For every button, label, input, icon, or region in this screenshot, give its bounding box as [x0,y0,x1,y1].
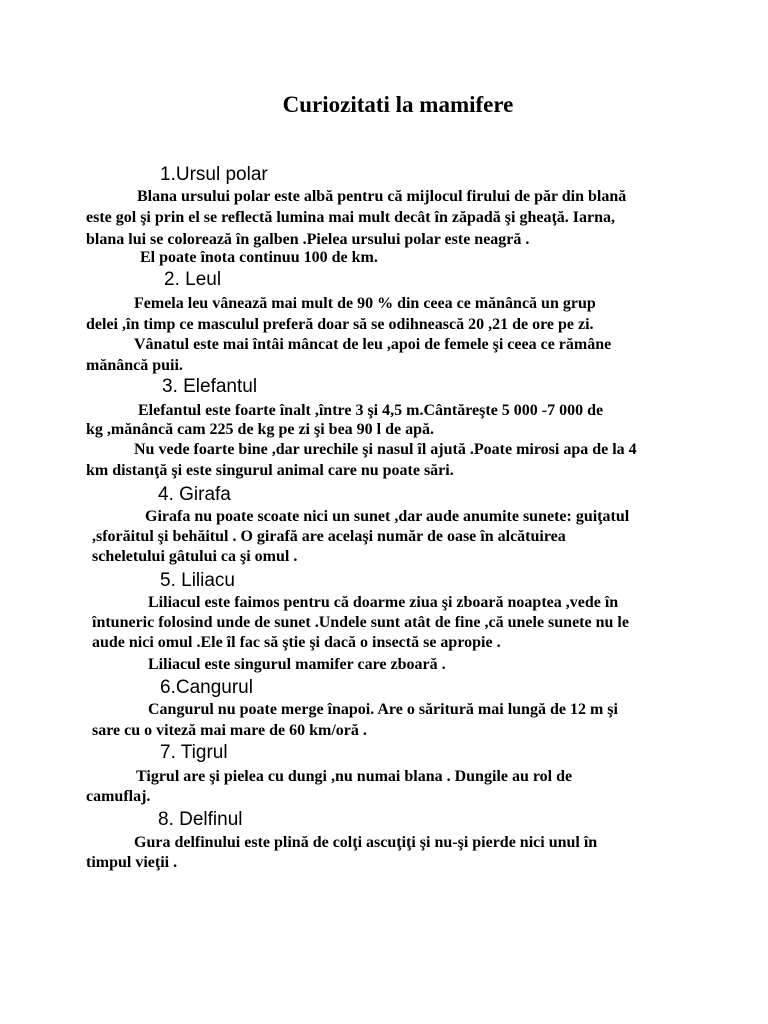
section-line: Cangurul nu poate merge înapoi. Are o săritură mai lungă de 12 m şi [148,701,618,718]
section-line: timpul vieţii . [86,854,178,871]
section-line: Liliacul este singurul mamifer care zboară . [148,656,446,673]
section-line: Girafa nu poate scoate nici un sunet ,dar aude anumite sunete: guiţatul [145,508,630,525]
section-line: Gura delfinului este plină de colţi ascuţiţi şi nu-şi pierde nici unul în [134,834,598,851]
section-line: Liliacul este faimos pentru că doarme ziua şi zboară noaptea ,vede în [148,594,619,611]
section-line: aude nici omul .Ele îl fac să ştie şi dacă o insectă se apropie . [92,634,501,651]
document-title: Curiozitati la mamifere [282,92,514,117]
section-line: Vânatul este mai întâi mâncat de leu ,apoi de femele şi ceea ce rămâne [134,336,612,353]
section-line: blana lui se colorează în galben .Pielea ursului polar este neagră . [86,231,530,248]
section-line: întuneric folosind unde de sunet .Undele sunt atât de fine ,că unele sunete nu le [92,614,629,631]
section-line: km distanţă şi este singurul animal care nu poate sări. [86,462,454,479]
section-heading-leul: 2. Leul [164,269,222,290]
section-line: El poate înota continuu 100 de km. [140,249,378,266]
section-line: mănâncă puii. [86,357,183,374]
section-line: scheletului gâtului ca şi omul . [92,548,298,565]
section-heading-delfinul: 8. Delfinul [158,809,243,830]
section-line: Elefantul este foarte înalt ,între 3 şi 4,5 m.Cântăreşte 5 000 -7 000 de [138,402,604,419]
section-heading-girafa: 4. Girafa [158,484,231,505]
section-heading-tigrul: 7. Tigrul [160,742,228,763]
section-line: este gol şi prin el se reflectă lumina mai mult decât în zăpadă şi gheaţă. Iarna, [86,209,615,226]
section-line: Tigrul are şi pielea cu dungi ,nu numai blana . Dungile au rol de [136,768,573,785]
section-line: ,sforăitul şi behăitul . O girafă are acelaşi număr de oase în alcătuirea [92,528,566,545]
section-line: delei ,în timp ce masculul preferă doar să se odihnească 20 ,21 de ore pe zi. [86,316,594,333]
section-heading-cangurul: 6.Cangurul [160,677,253,698]
section-line: Blana ursului polar este albă pentru că mijlocul firului de păr din blană [137,188,627,205]
section-line: kg ,mănâncă cam 225 de kg pe zi şi bea 90 l de apă. [86,421,435,438]
section-heading-ursul-polar: 1.Ursul polar [160,164,268,185]
section-line: Femela leu vânează mai mult de 90 % din ceea ce mănâncă un grup [134,295,596,312]
section-line: sare cu o viteză mai mare de 60 km/oră . [92,722,367,739]
section-line: Nu vede foarte bine ,dar urechile şi nasul îl ajută .Poate mirosi apa de la 4 [134,441,637,458]
section-line: camuflaj. [86,788,151,805]
section-heading-liliacu: 5. Liliacu [160,570,235,591]
section-heading-elefantul: 3. Elefantul [162,376,258,397]
